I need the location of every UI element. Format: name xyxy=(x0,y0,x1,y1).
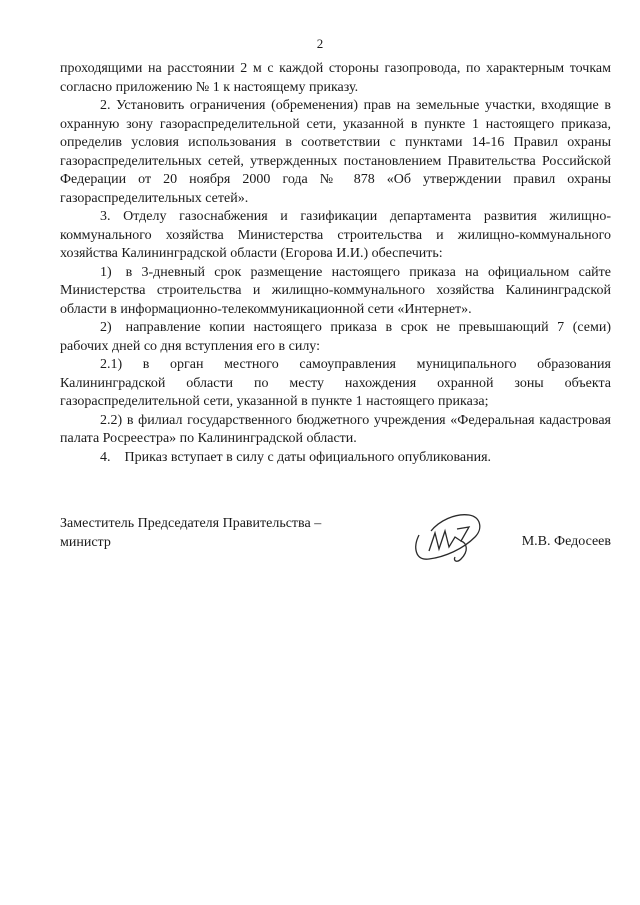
paragraph-item-3: 3. Отделу газоснабжения и газификации департамента развития жилищно-коммунального хозяйства Министерства строительства и жилищно-коммунального хозяйства Калининградской области (Егорова И.И.) обеспечить: xyxy=(60,209,611,261)
signatory-title-line1: Заместитель Председателя Правительства – xyxy=(60,516,322,531)
signature-block xyxy=(60,515,611,575)
page-number: 2 xyxy=(316,36,324,51)
paragraph-item-4: 4. Приказ вступает в силу с даты официального опубликования. xyxy=(100,449,492,465)
signatory-title xyxy=(60,515,360,552)
paragraph-subitem-1: 1) в 3-дневный срок размещение настоящего приказа на официальном сайте Министерства строительства и жилищно-коммунального хозяйства Калининградской области в информационно-телекоммуникационной сети «Интернет». xyxy=(60,264,611,317)
document-body xyxy=(60,60,611,467)
paragraph-subitem-2: 2) направление копии настоящего приказа в срок не превышающий 7 (семи) рабочих дней со дня вступления его в силу: xyxy=(60,320,611,354)
paragraph-subitem-2-1: 2.1) в орган местного самоуправления муниципального образования Калининградской области по месту нахождения охранной зоны объекта газораспределительной сети, указанной в пункте 1 настоящего приказа; xyxy=(60,357,611,409)
paragraph-continuation: проходящими на расстоянии 2 м с каждой стороны газопровода, по характерным точкам согласно приложению № 1 к настоящему приказу. xyxy=(60,61,611,95)
signatory-title-line2: министр xyxy=(60,534,111,550)
paragraph-item-2: 2. Установить ограничения (обременения) прав на земельные участки, входящие в охранную зону газораспределительной сети, указанной в пункте 1 настоящего приказа, определив условия использования в соответствии с пунктами 14-16 Правил охраны газораспределительных сетей, утвержденных постановлением Правительства Российской Федерации от 20 ноября 2000 года № 878 «Об утверждении правил охраны газораспределительных сетей». xyxy=(60,98,611,206)
signatory-name: М.В. Федосеев xyxy=(521,534,611,549)
handwritten-signature-icon xyxy=(405,507,495,567)
paragraph-subitem-2-2: 2.2) в филиал государственного бюджетного учреждения «Федеральная кадастровая палата Росреестра» по Калининградской области. xyxy=(60,412,611,446)
